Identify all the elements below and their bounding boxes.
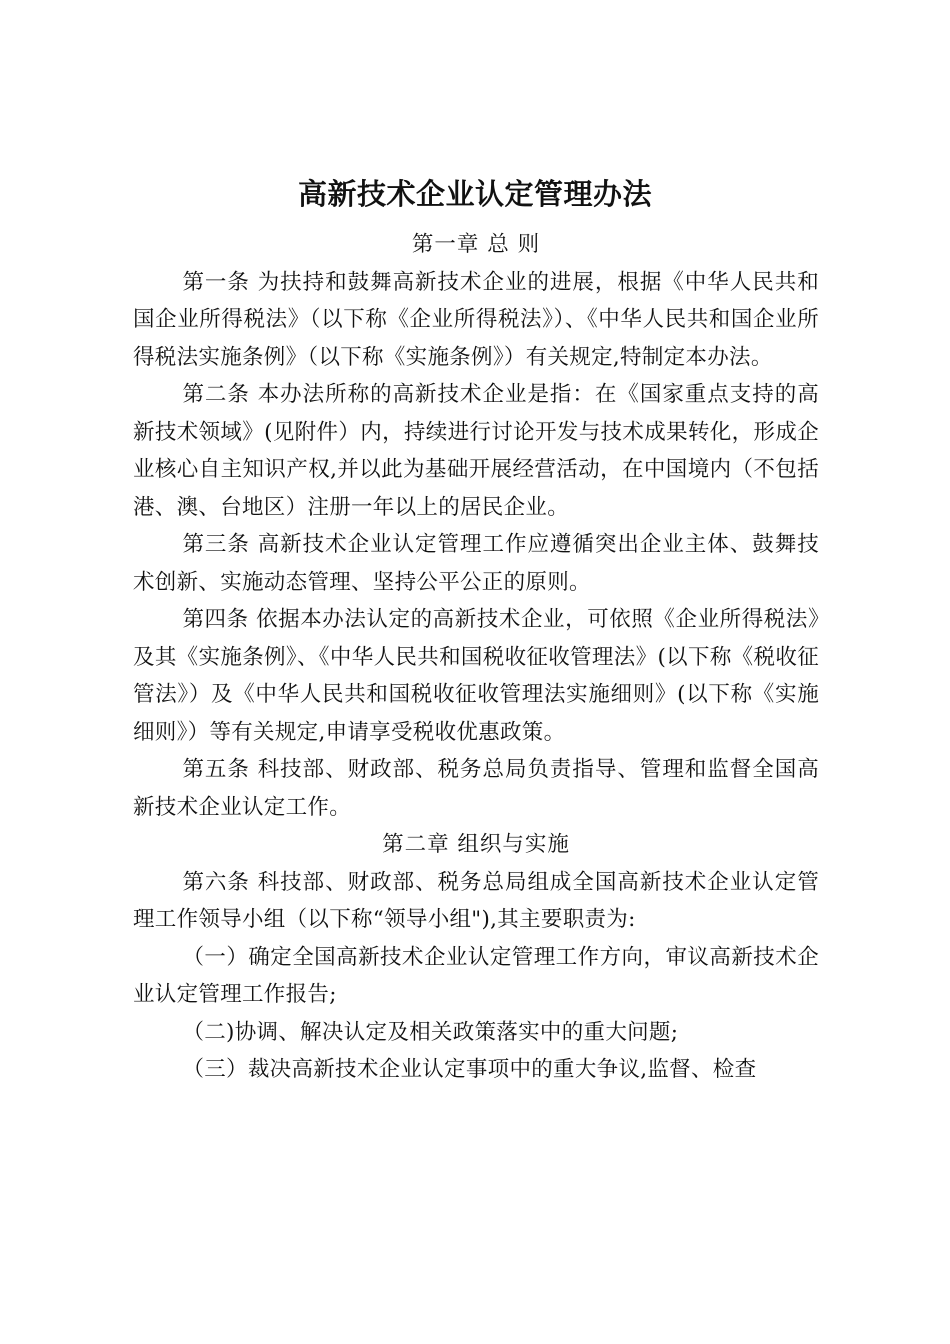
article-6-item-3: （三）裁决高新技术企业认定事项中的重大争议,监督、检查 [182, 1057, 757, 1082]
article-1: 第一条 为扶持和鼓舞高新技术企业的进展，根据《中华人民共和国企业所得税法》（以下称《企业所得税法》）、《中华人民共和国企业所得税法实施条例》（以下称《实施条例》）有关规定,特制定本办法。 [133, 269, 819, 370]
document-title: 高新技术企业认定管理办法 [297, 177, 652, 211]
article-6-item-1: （一）确定全国高新技术企业认定管理工作方向，审议高新技术企业认定管理工作报告; [133, 944, 819, 1007]
article-2: 第二条 本办法所称的高新技术企业是指：在《国家重点支持的高新技术领域》(见附件）内，持续进行讨论开发与技术成果转化，形成企业核心自主知识产权,并以此为基础开展经营活动，在中国境内（不包括港、澳、台地区）注册一年以上的居民企业。 [133, 382, 819, 520]
article-6-item-2: （二)协调、解决认定及相关政策落实中的重大问题; [182, 1019, 679, 1045]
chapter-heading-1: 第一章 总 则 [411, 232, 541, 257]
chapter-heading-2: 第二章 组织与实施 [382, 832, 570, 857]
article-4: 第四条 依据本办法认定的高新技术企业，可依照《企业所得税法》及其《实施条例》、《中华人民共和国税收征收管理法》(以下称《税收征管法》）及《中华人民共和国税收征收管理法实施细则》(以下称《实施细则》）等有关规定,申请享受税收优惠政策。 [133, 607, 819, 745]
article-5: 第五条 科技部、财政部、税务总局负责指导、管理和监督全国高新技术企业认定工作。 [133, 757, 819, 820]
document-body [133, 226, 819, 1089]
article-3: 第三条 高新技术企业认定管理工作应遵循突出企业主体、鼓舞技术创新、实施动态管理、坚持公平公正的原则。 [133, 532, 819, 595]
article-6: 第六条 科技部、财政部、税务总局组成全国高新技术企业认定管理工作领导小组（以下称“领导小组"),其主要职责为: [133, 869, 819, 932]
